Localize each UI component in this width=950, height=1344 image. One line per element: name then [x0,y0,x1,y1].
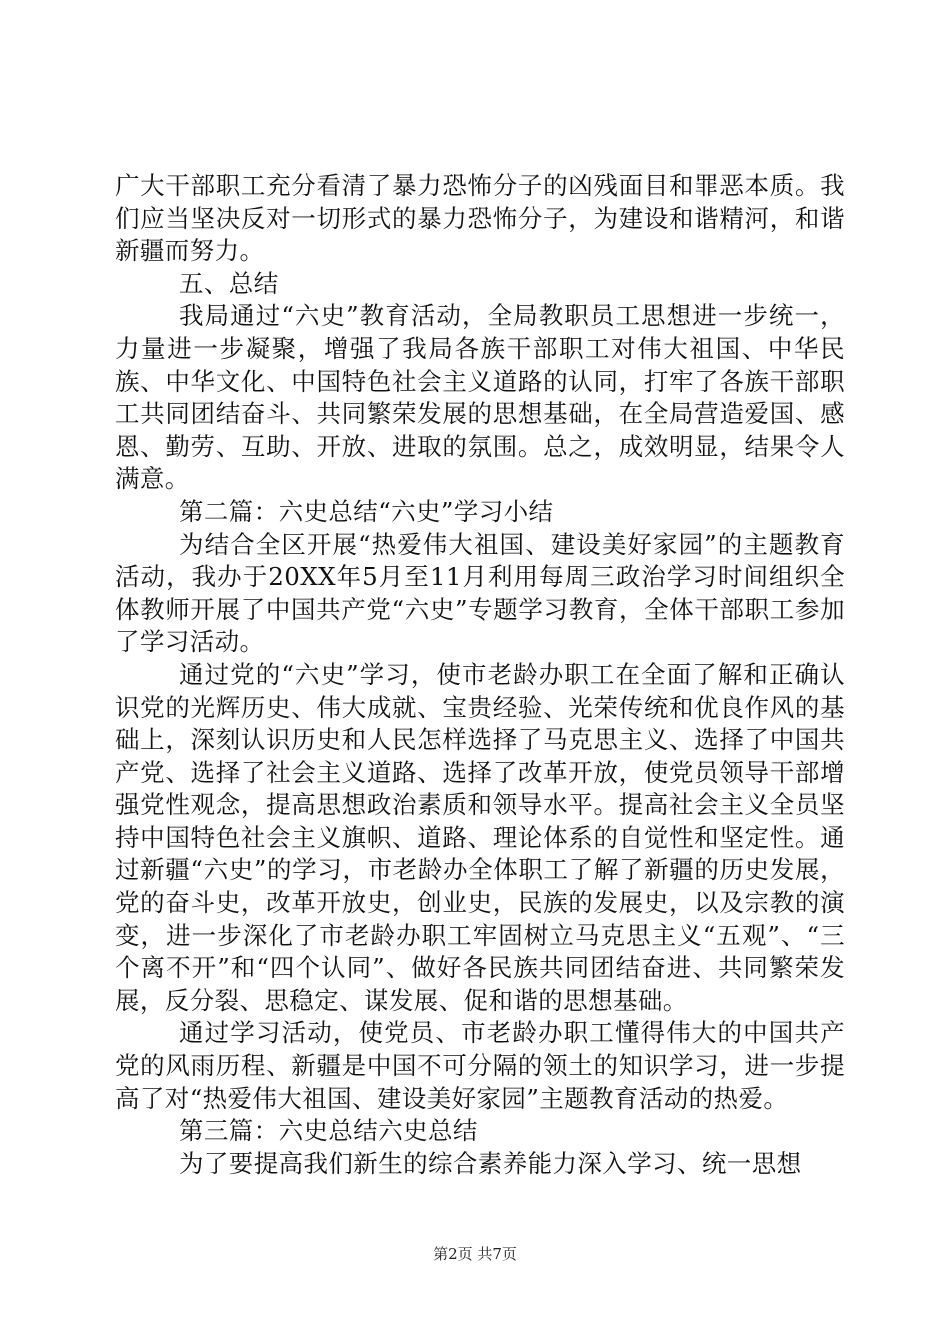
paragraph-6: 通过党的“六史”学习，使市老龄办职工在全面了解和正确认识党的光辉历史、伟大成就、宝贵经验、光荣传统和优良作风的基础上，深刻认识历史和人民怎样选择了马克思主义、选择了中国共产党、选择了社会主义道路、选择了改革开放，使党员领导干部增强党性观念，提高思想政治素质和领导水平。提高社会主义全员坚持中国特色社会主义旗帜、道路、理论体系的自觉性和坚定性。通过新疆“六史”的学习，市老龄办全体职工了解了新疆的历史发展，党的奋斗史，改革开放史，创业史，民族的发展史，以及宗教的演变，进一步深化了市老龄办职工牢固树立马克思主义“五观”、“三个离不开”和“四个认同”、做好各民族共同团结奋进、共同繁荣发展，反分裂、思稳定、谋发展、促和谐的思想基础。 [115,659,845,1015]
paragraph-5: 为结合全区开展“热爱伟大祖国、建设美好家园”的主题教育活动，我办于20XX年5月至11月利用每周三政治学习时间组织全体教师开展了中国共产党“六史”专题学习教育，全体干部职工参加了学习活动。 [115,529,845,657]
page-number-footer: 第2页 共7页 [433,1245,517,1263]
paragraph-9: 为了要提高我们新生的综合素养能力深入学习、统一思想 [179,1148,802,1178]
paragraph-3: 我局通过“六史”教育活动，全局教职员工思想进一步统一，力量进一步凝聚，增强了我局各族干部职工对伟大祖国、中华民族、中华文化、中国特色社会主义道路的认同，打牢了各族干部职工共同团结奋斗、共同繁荣发展的思想基础，在全局营造爱国、感恩、勤劳、互助、开放、进取的氛围。总之，成效明显，结果令人满意。 [115,301,845,494]
paragraph-7: 通过学习活动，使党员、市老龄办职工懂得伟大的中国共产党的风雨历程、新疆是中国不可分隔的领土的知识学习，进一步提高了对“热爱伟大祖国、建设美好家园”主题教育活动的热爱。 [115,1018,845,1113]
section-heading-part-three: 第三篇：六史总结六史总结 [179,1116,478,1146]
paragraph-1: 广大干部职工充分看清了暴力恐怖分子的凶残面目和罪恶本质。我们应当坚决反对一切形式的暴力恐怖分子，为建设和谐精河，和谐新疆而努力。 [115,171,845,266]
section-heading-part-two: 第二篇：六史总结“六史”学习小结 [179,496,554,526]
section-heading-summary: 五、总结 [179,268,279,298]
document-body [115,170,845,1180]
